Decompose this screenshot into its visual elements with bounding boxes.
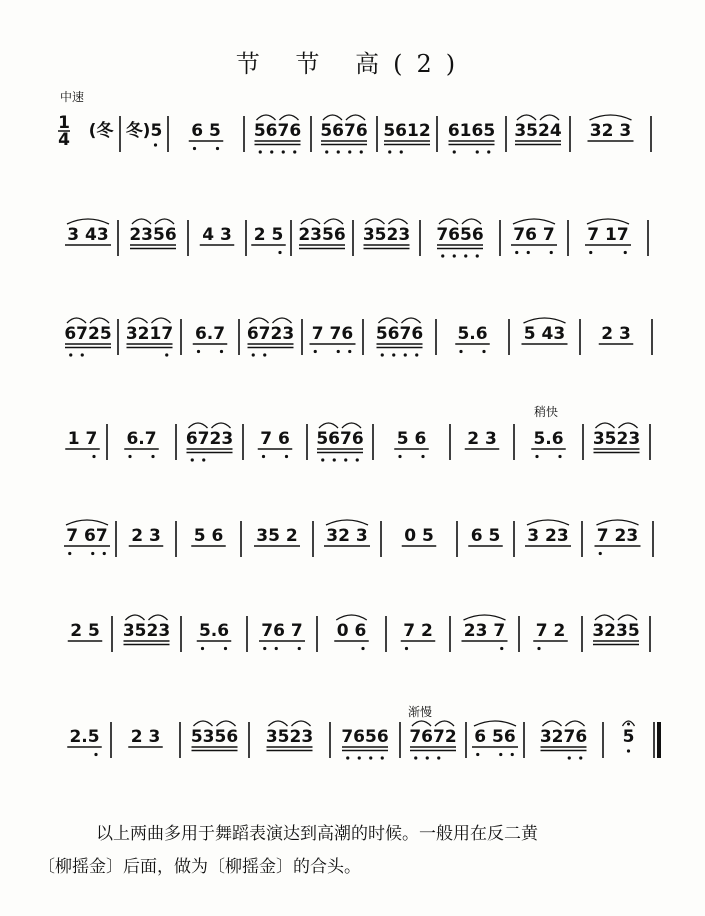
slur-arc [126, 615, 145, 620]
octave-dot [356, 458, 359, 461]
measure-notes: 5 6 [193, 526, 224, 546]
octave-dot [91, 552, 94, 555]
octave-dot [263, 647, 266, 650]
measure-notes: 5612 [383, 121, 431, 141]
octave-dot [459, 350, 462, 353]
measure-notes: 2 3 [467, 429, 497, 449]
slur-arc [366, 219, 385, 224]
slur-arc [379, 318, 398, 323]
slur-arc [412, 721, 431, 726]
measure-notes: 5.6 [533, 429, 564, 449]
octave-dot [360, 150, 363, 153]
measure [514, 115, 570, 152]
measure [65, 424, 107, 460]
measure [409, 721, 466, 760]
octave-dot [392, 353, 395, 356]
measure [468, 521, 514, 557]
slur-arc [194, 721, 213, 726]
slur-arc [250, 318, 269, 323]
octave-dot [511, 753, 514, 756]
measure-notes: 5 43 [523, 324, 566, 344]
octave-dot [68, 552, 71, 555]
measure-notes: 7 6 [260, 429, 290, 449]
measure [595, 520, 654, 557]
octave-dot [285, 455, 288, 458]
measure [189, 116, 244, 152]
measure-notes: 6.7 [126, 429, 157, 449]
octave-dot [151, 455, 154, 458]
measure [258, 424, 307, 460]
octave-dot [414, 756, 417, 759]
slur-arc [132, 219, 151, 224]
slur-arc [66, 520, 108, 525]
measure [472, 721, 524, 758]
slur-arc [587, 219, 629, 224]
measure [124, 424, 176, 460]
octave-dot [550, 251, 553, 254]
measure-notes: 7 2 [535, 621, 566, 641]
octave-dot [252, 353, 255, 356]
measure-notes: 35 2 [256, 526, 298, 546]
slur-arc [402, 318, 421, 323]
octave-dot [69, 353, 72, 356]
measure [310, 319, 364, 355]
octave-dot [275, 647, 278, 650]
octave-dot [337, 150, 340, 153]
measure [191, 521, 241, 557]
slur-arc [462, 219, 481, 224]
measure [394, 424, 450, 460]
slur-arc [280, 115, 299, 120]
slur-arc [527, 520, 569, 525]
slur-arc [152, 318, 171, 323]
time-signature [58, 113, 70, 150]
slur-arc [543, 721, 562, 726]
measure-notes: 3523 [592, 429, 641, 449]
measure-notes: 3523 [122, 621, 171, 641]
measure [401, 616, 450, 652]
measure-notes: 3276 [539, 727, 588, 747]
octave-dot [369, 756, 372, 759]
octave-dot [568, 756, 571, 759]
measure [89, 116, 120, 152]
measure-notes: 3524 [514, 121, 562, 141]
octave-dot [388, 150, 391, 153]
octave-dot [325, 150, 328, 153]
measure [531, 424, 583, 460]
slur-arc [292, 721, 311, 726]
octave-dot [453, 150, 456, 153]
measure-notes: 76 7 [513, 225, 555, 245]
slur-arc [269, 721, 288, 726]
slur-arc [323, 115, 342, 120]
octave-dot [94, 753, 97, 756]
annotation-text [38, 818, 662, 884]
measure [592, 615, 650, 652]
measure-notes: 6 5 [191, 121, 221, 141]
measure [128, 722, 180, 758]
slur-arc [595, 615, 614, 620]
measure [522, 318, 581, 355]
octave-dot [263, 353, 266, 356]
measure-notes: 7 23 [596, 526, 639, 546]
measure [247, 318, 302, 357]
measure-notes: 2356 [129, 225, 177, 245]
measure-notes: 5676 [253, 121, 302, 141]
slur-arc [513, 219, 555, 224]
time-signature-numerator: 1 [58, 113, 70, 133]
measure [599, 319, 652, 355]
measure-notes: 3235 [592, 621, 640, 641]
octave-dot [165, 353, 168, 356]
measure-notes: 6 56 [474, 727, 516, 747]
measure-notes: 5 6 [396, 429, 427, 449]
slur-arc [618, 615, 637, 620]
measure [462, 615, 520, 652]
measure-notes: 6725 [64, 324, 112, 344]
octave-dot [400, 150, 403, 153]
octave-dot [81, 353, 84, 356]
octave-dot [128, 455, 131, 458]
octave-dot [358, 756, 361, 759]
measure-notes: 6.7 [194, 324, 226, 344]
octave-dot [599, 552, 602, 555]
slur-arc [155, 219, 174, 224]
octave-dot [437, 756, 440, 759]
octave-dot [282, 150, 285, 153]
measure-notes: 2 3 [601, 324, 631, 344]
octave-dot [224, 647, 227, 650]
measure-notes: 7 67 [66, 526, 108, 546]
measure-notes: 冬)5 [125, 121, 163, 141]
measure [334, 615, 386, 652]
measure-notes: 32 3 [589, 121, 632, 141]
annotation-line-1: 以上两曲多用于舞蹈表演达到高潮的时候。一般用在反二黄 [96, 824, 538, 844]
measure-notes: 6723 [185, 429, 234, 449]
measure [540, 721, 603, 760]
octave-dot [191, 458, 194, 461]
octave-dot [337, 350, 340, 353]
slur-arc [566, 721, 585, 726]
octave-dot [441, 254, 444, 257]
measure [193, 319, 239, 355]
slur-arc [439, 219, 458, 224]
slur-arc [324, 219, 343, 224]
measure [324, 520, 381, 557]
slur-arc [474, 721, 516, 726]
octave-dot [154, 143, 157, 146]
measure [376, 318, 436, 357]
measure [191, 721, 249, 758]
measure-notes: 6 5 [470, 526, 501, 546]
octave-dot [321, 458, 324, 461]
octave-dot [476, 150, 479, 153]
slur-arc [342, 423, 361, 428]
octave-dot [381, 353, 384, 356]
measure [465, 424, 514, 460]
measure [129, 521, 176, 557]
slur-arc [346, 115, 365, 120]
octave-dot [500, 647, 503, 650]
octave-dot [421, 455, 424, 458]
slur-arc [257, 115, 276, 120]
measure-notes: 2356 [298, 225, 346, 245]
slur-arc [524, 318, 566, 323]
octave-dot [262, 455, 265, 458]
measure-notes: 7656 [341, 727, 389, 747]
notation-row [67, 721, 659, 760]
notation-rows [64, 115, 659, 760]
measure-notes: 5.6 [198, 621, 230, 641]
measure [186, 423, 243, 462]
octave-dot [346, 756, 349, 759]
measure-notes: 0 5 [404, 526, 434, 546]
octave-dot [627, 749, 630, 752]
fermata-dot [627, 723, 630, 726]
measure [316, 423, 373, 462]
measure [65, 219, 118, 256]
slur-arc [540, 115, 559, 120]
slur-arc [67, 219, 109, 224]
measure-notes: 32 3 [326, 526, 368, 546]
octave-dot [344, 458, 347, 461]
octave-dot [314, 350, 317, 353]
measure-notes: 3 23 [527, 526, 569, 546]
measure-notes: 5.6 [457, 324, 488, 344]
measure [126, 116, 168, 152]
time-signature-denominator: 4 [58, 130, 70, 150]
octave-dot [453, 254, 456, 257]
measure-notes: 7 2 [403, 621, 433, 641]
measure-notes: 3217 [125, 324, 174, 344]
tempo-marking-faster: 稍快 [534, 405, 559, 419]
octave-dot [201, 647, 204, 650]
notation-row [65, 219, 648, 258]
measure [254, 521, 313, 557]
measure [197, 616, 247, 652]
slur-arc [67, 318, 86, 323]
octave-dot [537, 647, 540, 650]
measure [363, 219, 420, 256]
octave-dot [405, 647, 408, 650]
measure [254, 115, 311, 154]
measure-notes: 5676 [316, 429, 364, 449]
measure [259, 616, 317, 652]
measure-notes: 4 3 [202, 225, 232, 245]
octave-dot [558, 455, 561, 458]
measure-notes: 5356 [190, 727, 239, 747]
slur-arc [590, 115, 632, 120]
page-title: 节 节 高(2) [235, 50, 470, 78]
octave-dot [527, 251, 530, 254]
octave-dot [361, 647, 364, 650]
slur-arc [336, 615, 367, 620]
slur-arc [597, 520, 639, 525]
octave-dot [202, 458, 205, 461]
octave-dot [193, 147, 196, 150]
octave-dot [535, 455, 538, 458]
measure-notes: 3523 [362, 225, 411, 245]
slur-arc [273, 318, 292, 323]
measure [436, 219, 500, 258]
measure-notes: 0 6 [336, 621, 367, 641]
measure [525, 520, 582, 557]
measure [123, 615, 181, 652]
slur-arc [326, 520, 368, 525]
measure [320, 115, 377, 154]
measure [455, 319, 509, 355]
slur-arc [129, 318, 148, 323]
slur-arc [517, 115, 536, 120]
octave-dot [398, 455, 401, 458]
notation-row [64, 318, 652, 357]
slur-arc [596, 423, 615, 428]
measure [67, 722, 111, 758]
slur-arc [319, 423, 338, 428]
octave-dot [92, 455, 95, 458]
slur-arc [217, 721, 236, 726]
measure [383, 116, 437, 154]
measure-notes: 23 7 [463, 621, 506, 641]
slur-arc [301, 219, 320, 224]
measure-notes: 7 76 [311, 324, 354, 344]
measure-notes: (冬 [88, 121, 114, 141]
measure-notes: 7672 [409, 727, 457, 747]
measure [64, 520, 116, 557]
octave-dot [348, 150, 351, 153]
slur-arc [90, 318, 109, 323]
measure-notes: 3523 [265, 727, 314, 747]
measure-notes: 2 3 [130, 727, 161, 747]
measure-notes: 2.5 [69, 727, 100, 747]
octave-dot [270, 150, 273, 153]
slur-arc [435, 721, 454, 726]
octave-dot [216, 147, 219, 150]
octave-dot [499, 753, 502, 756]
measure-notes: 3 43 [67, 225, 109, 245]
notation-row [64, 520, 653, 557]
measure [129, 219, 188, 256]
measure [511, 219, 568, 256]
octave-dot [426, 756, 429, 759]
slur-arc [212, 423, 231, 428]
octave-dot [293, 150, 296, 153]
measure [585, 219, 648, 256]
measure [448, 116, 506, 154]
slur-arc [464, 615, 506, 620]
annotation-line-2: 〔柳摇金〕后面，做为〔柳摇金〕的合头。 [38, 857, 361, 877]
measure [126, 318, 181, 357]
octave-dot [259, 150, 262, 153]
measure-notes: 1 7 [67, 429, 98, 449]
measure [588, 115, 652, 152]
octave-dot [415, 353, 418, 356]
measure [533, 616, 582, 652]
octave-dot [298, 647, 301, 650]
octave-dot [579, 756, 582, 759]
measure [200, 220, 246, 256]
octave-dot [482, 350, 485, 353]
octave-dot [624, 251, 627, 254]
octave-dot [404, 353, 407, 356]
measure [341, 722, 400, 760]
notation-row [65, 423, 650, 462]
octave-dot [464, 254, 467, 257]
octave-dot [476, 753, 479, 756]
tempo-marking-slower: 渐慢 [408, 705, 433, 719]
slur-arc [189, 423, 208, 428]
measure-notes: 76 7 [261, 621, 303, 641]
measure [402, 521, 457, 557]
measure [68, 616, 112, 652]
measure [251, 220, 291, 256]
measure-notes: 6165 [447, 121, 496, 141]
measure-notes: 5 [622, 727, 635, 747]
measure [593, 423, 650, 460]
octave-dot [348, 350, 351, 353]
octave-dot [333, 458, 336, 461]
slur-arc [389, 219, 408, 224]
measure-notes: 2 5 [253, 225, 284, 245]
slur-arc [149, 615, 168, 620]
notation-row [68, 615, 650, 652]
octave-dot [381, 756, 384, 759]
measure [623, 721, 660, 758]
tempo-marking-start: 中速 [60, 90, 85, 104]
measure-notes: 2 3 [131, 526, 161, 546]
measure-notes: 6723 [246, 324, 295, 344]
octave-dot [220, 350, 223, 353]
octave-dot [589, 251, 592, 254]
octave-dot [515, 251, 518, 254]
octave-dot [278, 251, 281, 254]
measure-notes: 5676 [320, 121, 368, 141]
octave-dot [487, 150, 490, 153]
slur-arc [619, 423, 638, 428]
measure [266, 721, 330, 758]
measure [298, 219, 353, 256]
measure-notes: 7656 [436, 225, 484, 245]
octave-dot [103, 552, 106, 555]
measure [64, 318, 118, 357]
notation-row [89, 115, 651, 154]
measure-notes: 5676 [375, 324, 424, 344]
octave-dot [476, 254, 479, 257]
measure-notes: 2 5 [70, 621, 100, 641]
measure-notes: 7 17 [587, 225, 629, 245]
octave-dot [197, 350, 200, 353]
